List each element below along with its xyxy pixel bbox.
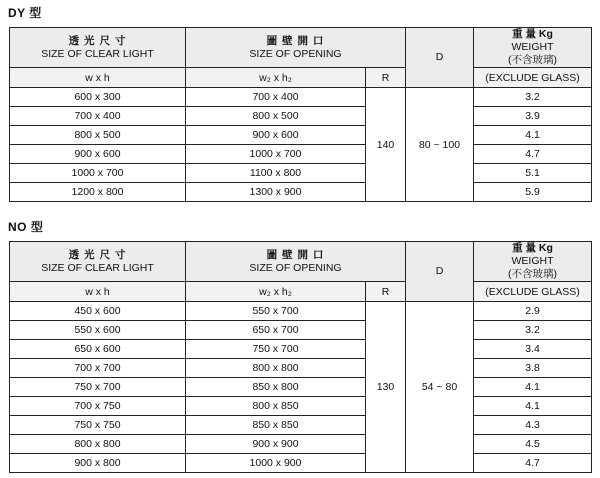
subheader-row — [10, 282, 592, 302]
cell-clear-size: 700 x 700 — [10, 359, 186, 378]
header-clear-light-zh: 透 光 尺 寸 — [68, 248, 127, 261]
spec-table-dy — [9, 27, 592, 202]
cell-clear-size: 900 x 600 — [10, 145, 186, 164]
cell-clear-size: 450 x 600 — [10, 302, 186, 321]
header-opening — [186, 28, 406, 68]
cell-opening-size: 650 x 700 — [186, 321, 366, 340]
table-row — [10, 435, 592, 454]
subheader-weight: (EXCLUDE GLASS) — [474, 282, 592, 302]
header-opening-zh: 圖 壁 開 口 — [266, 34, 325, 47]
header-clear-light — [10, 242, 186, 282]
cell-opening-size: 800 x 800 — [186, 359, 366, 378]
subheader-opening: w₂ x h₂ — [186, 282, 366, 302]
cell-weight: 4.1 — [474, 126, 592, 145]
cell-clear-size: 750 x 750 — [10, 416, 186, 435]
header-weight-zh: 重 量 Kg — [512, 28, 553, 40]
cell-opening-size: 900 x 900 — [186, 435, 366, 454]
cell-clear-size: 700 x 400 — [10, 107, 186, 126]
header-weight-en: WEIGHT — [511, 41, 554, 53]
table-row — [10, 454, 592, 473]
cell-weight: 4.1 — [474, 397, 592, 416]
table-row — [10, 126, 592, 145]
header-weight — [474, 242, 592, 282]
table-row — [10, 302, 592, 321]
table-row — [10, 378, 592, 397]
subheader-row — [10, 68, 592, 88]
cell-weight: 3.2 — [474, 321, 592, 340]
cell-weight: 3.9 — [474, 107, 592, 126]
header-weight-note: (不含玻璃) — [508, 268, 557, 280]
header-weight-en: WEIGHT — [511, 255, 554, 267]
header-d: D — [406, 28, 474, 88]
cell-r-value: 140 — [366, 88, 406, 202]
header-opening-en: SIZE OF OPENING — [249, 47, 342, 60]
header-opening-zh: 圖 壁 開 口 — [266, 248, 325, 261]
cell-clear-size: 550 x 600 — [10, 321, 186, 340]
subheader-r: R — [366, 282, 406, 302]
subheader-weight: (EXCLUDE GLASS) — [474, 68, 592, 88]
header-opening — [186, 242, 406, 282]
cell-clear-size: 700 x 750 — [10, 397, 186, 416]
table-row — [10, 359, 592, 378]
table-row — [10, 416, 592, 435]
header-opening-en: SIZE OF OPENING — [249, 261, 342, 274]
cell-opening-size: 800 x 850 — [186, 397, 366, 416]
cell-opening-size: 700 x 400 — [186, 88, 366, 107]
cell-d-value: 54 ~ 80 — [406, 302, 474, 473]
cell-clear-size: 1000 x 700 — [10, 164, 186, 183]
cell-opening-size: 900 x 600 — [186, 126, 366, 145]
table-row — [10, 183, 592, 202]
cell-opening-size: 750 x 700 — [186, 340, 366, 359]
cell-clear-size: 800 x 800 — [10, 435, 186, 454]
cell-opening-size: 1000 x 900 — [186, 454, 366, 473]
cell-opening-size: 1000 x 700 — [186, 145, 366, 164]
header-weight-note: (不含玻璃) — [508, 54, 557, 66]
header-d: D — [406, 242, 474, 302]
spec-table-no — [9, 241, 592, 473]
cell-opening-size: 850 x 850 — [186, 416, 366, 435]
cell-weight: 3.4 — [474, 340, 592, 359]
cell-opening-size: 850 x 800 — [186, 378, 366, 397]
cell-weight: 3.8 — [474, 359, 592, 378]
table-row — [10, 397, 592, 416]
table-row — [10, 107, 592, 126]
subheader-r: R — [366, 68, 406, 88]
cell-weight: 4.7 — [474, 454, 592, 473]
header-row — [10, 28, 592, 68]
cell-clear-size: 900 x 800 — [10, 454, 186, 473]
cell-d-value: 80 ~ 100 — [406, 88, 474, 202]
subheader-clear-light: w x h — [10, 282, 186, 302]
cell-clear-size: 1200 x 800 — [10, 183, 186, 202]
table-row — [10, 145, 592, 164]
subheader-clear-light: w x h — [10, 68, 186, 88]
cell-opening-size: 1100 x 800 — [186, 164, 366, 183]
table-row — [10, 88, 592, 107]
cell-clear-size: 800 x 500 — [10, 126, 186, 145]
header-clear-light-en: SIZE OF CLEAR LIGHT — [41, 47, 154, 60]
cell-opening-size: 550 x 700 — [186, 302, 366, 321]
cell-opening-size: 800 x 500 — [186, 107, 366, 126]
table-row — [10, 340, 592, 359]
table-row — [10, 321, 592, 340]
cell-weight: 4.7 — [474, 145, 592, 164]
cell-weight: 4.5 — [474, 435, 592, 454]
header-clear-light — [10, 28, 186, 68]
cell-weight: 2.9 — [474, 302, 592, 321]
cell-weight: 3.2 — [474, 88, 592, 107]
section-title-dy: DY 型 — [8, 6, 42, 20]
table-row — [10, 164, 592, 183]
section-title-no: NO 型 — [8, 220, 44, 234]
header-weight-zh: 重 量 Kg — [512, 242, 553, 254]
cell-clear-size: 600 x 300 — [10, 88, 186, 107]
header-weight — [474, 28, 592, 68]
cell-clear-size: 750 x 700 — [10, 378, 186, 397]
cell-weight: 4.1 — [474, 378, 592, 397]
cell-clear-size: 650 x 600 — [10, 340, 186, 359]
header-clear-light-en: SIZE OF CLEAR LIGHT — [41, 261, 154, 274]
cell-weight: 5.1 — [474, 164, 592, 183]
header-row — [10, 242, 592, 282]
subheader-opening: w₂ x h₂ — [186, 68, 366, 88]
cell-r-value: 130 — [366, 302, 406, 473]
cell-opening-size: 1300 x 900 — [186, 183, 366, 202]
cell-weight: 5.9 — [474, 183, 592, 202]
header-clear-light-zh: 透 光 尺 寸 — [68, 34, 127, 47]
cell-weight: 4.3 — [474, 416, 592, 435]
